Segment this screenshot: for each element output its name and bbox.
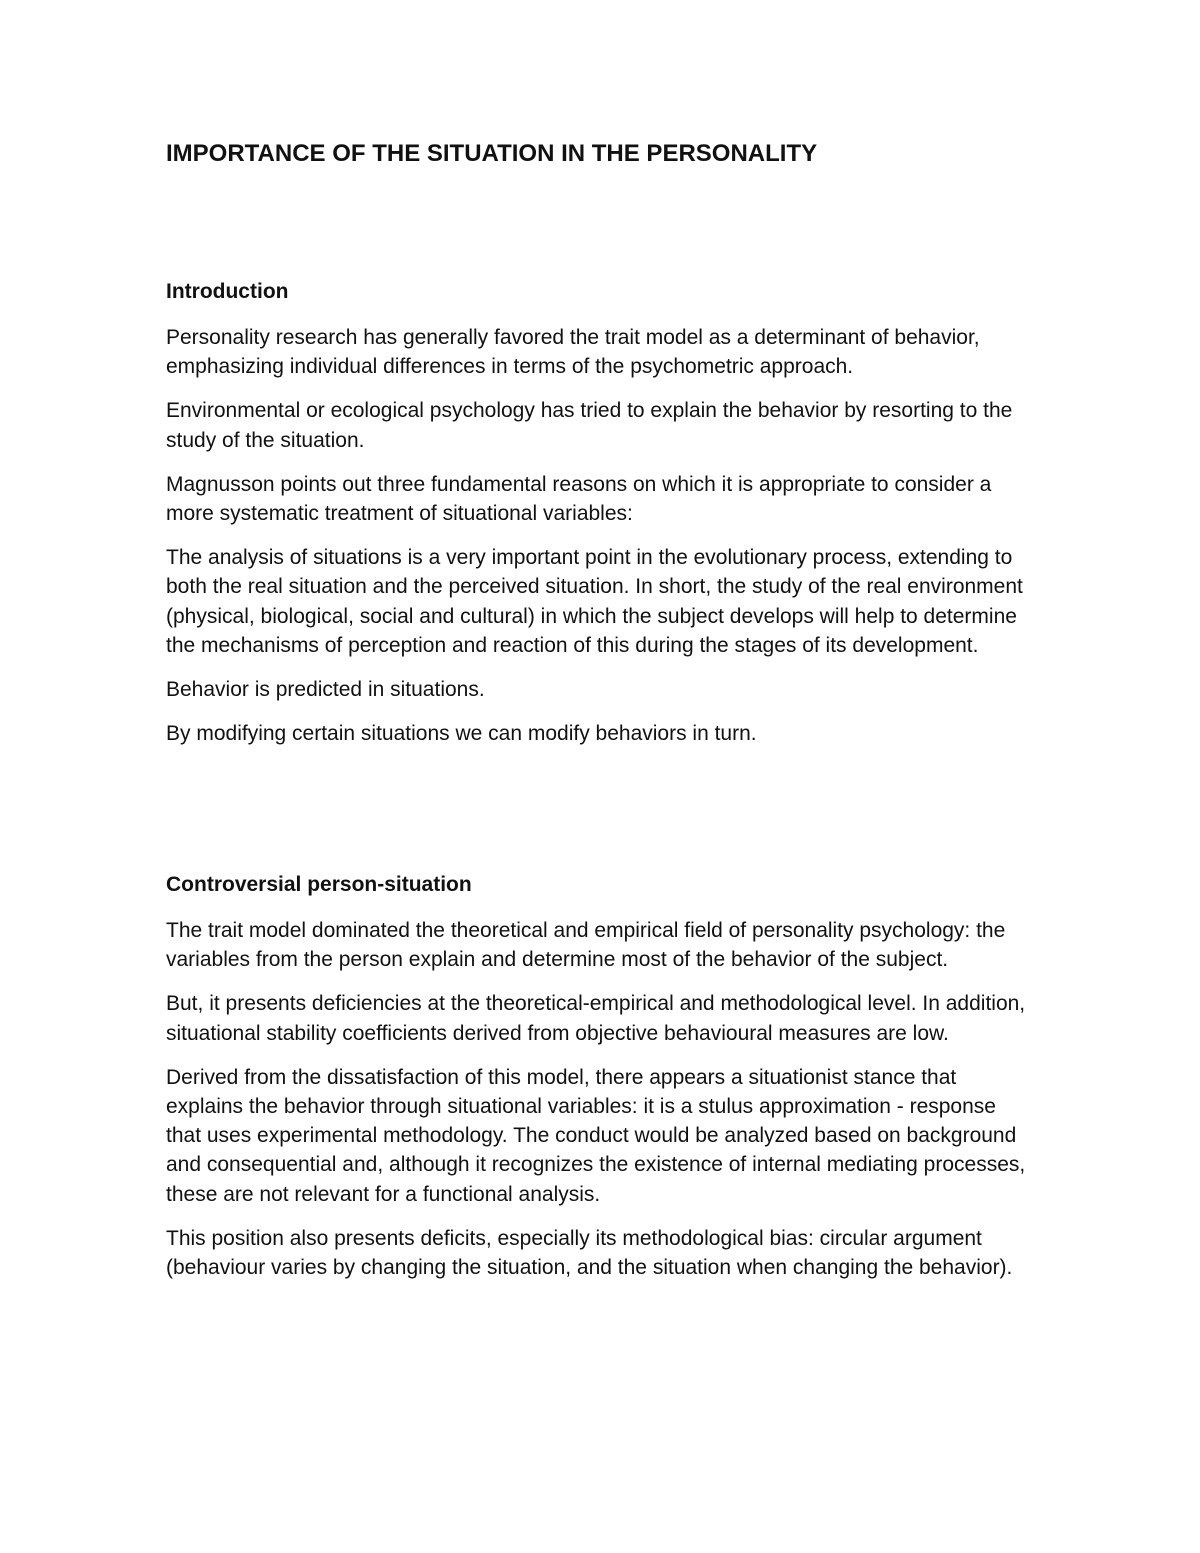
paragraph: Personality research has generally favored the trait model as a determinant of behavior, emphasizing individual differences in terms of the psychometric approach. [166, 326, 980, 379]
paragraph: This position also presents deficits, especially its methodological bias: circular argument (behaviour varies by changing the situation, and the situation when changing the behavior). [166, 1226, 1013, 1280]
section-heading: Introduction [166, 280, 289, 303]
document-title: IMPORTANCE OF THE SITUATION IN THE PERSONALITY [166, 140, 818, 167]
section-introduction [166, 279, 1036, 763]
paragraph: The trait model dominated the theoretical and empirical field of personality psychology: the variables from the person explain and determine most of the behavior of the subject. [166, 919, 1006, 972]
section-controversial-person-situation [166, 872, 1036, 1297]
section-heading: Controversial person-situation [166, 873, 472, 896]
paragraph: Behavior is predicted in situations. [166, 678, 485, 702]
paragraph: But, it presents deficiencies at the theoretical-empirical and methodological level. In addition, situational stability coefficients derived from objective behavioural measures are low. [166, 992, 1026, 1045]
paragraph: Environmental or ecological psychology has tried to explain the behavior by resorting to the study of the situation. [166, 399, 1013, 452]
paragraph: Magnusson points out three fundamental reasons on which it is appropriate to consider a more systematic treatment of situational variables: [166, 472, 992, 526]
paragraph: By modifying certain situations we can modify behaviors in turn. [166, 722, 757, 746]
paragraph: Derived from the dissatisfaction of this model, there appears a situationist stance that explains the behavior through situational variables: it is a stulus approximation - response that uses experimental methodology. The conduct would be analyzed based on background and consequential and, although it recognizes the existence of internal mediating processes, these are not relevant for a functional analysis. [166, 1065, 1026, 1206]
paragraph: The analysis of situations is a very important point in the evolutionary process, extending to both the real situation and the perceived situation. In short, the study of the real environment (physical, biological, social and cultural) in which the subject develops will help to determine the mechanisms of perception and reaction of this during the stages of its development. [166, 546, 1023, 657]
